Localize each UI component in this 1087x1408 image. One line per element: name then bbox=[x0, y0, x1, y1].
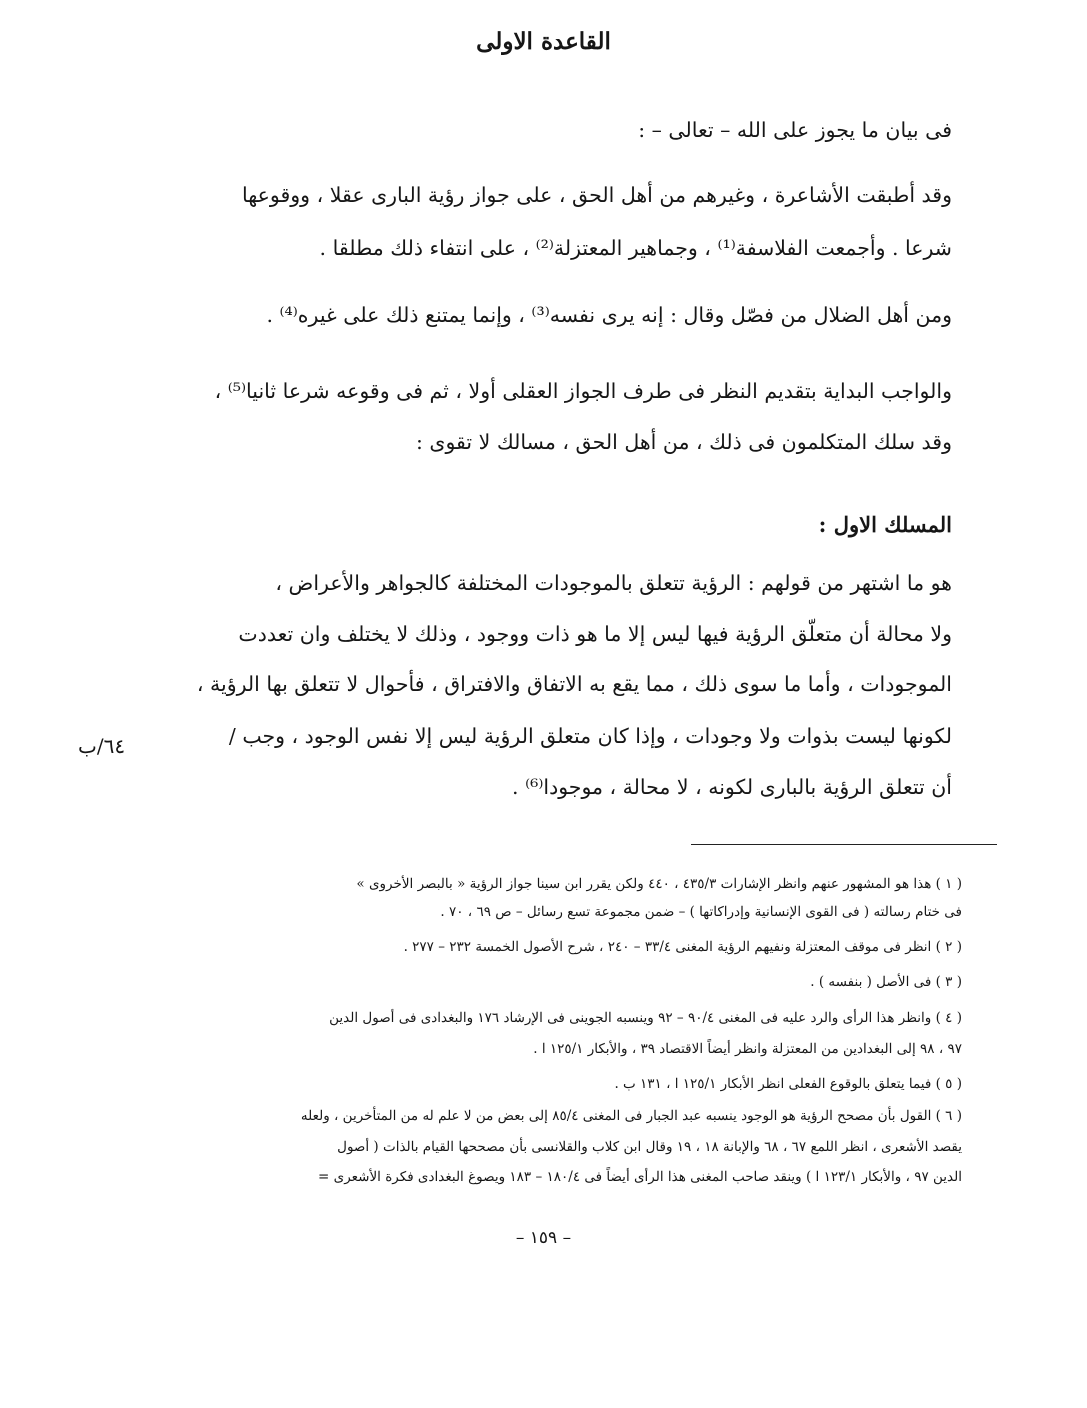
body-line: ومن أهل الضلال من فصّل وقال : إنه يرى نفسه⁽³⁾ ، وإنما يمتنع ذلك على غيره⁽⁴⁾ . bbox=[266, 303, 952, 327]
footnote-line: ( ٣ ) فى الأصل ( بنفسه ) . bbox=[810, 974, 962, 990]
body-line: والواجب البداية بتقديم النظر فى طرف الجواز العقلى أولا ، ثم فى وقوعه شرعا ثانيا⁽⁵⁾ ، bbox=[214, 379, 952, 403]
footnote-line: ( ٢ ) انظر فى موقف المعتزلة ونفيهم الرؤية المغنى ٣٣/٤ – ٢٤٠ ، شرح الأصول الخمسة ٢٣٢ – ٢٧٧ . bbox=[403, 939, 962, 955]
footnote-divider bbox=[691, 844, 997, 845]
footnote-line: ( ١ ) هذا هو المشهور عنهم وانظر الإشارات ٤٣٥/٣ ، ٤٤٠ ولكن يقرر ابن سينا جواز الرؤية « بالبصر الأخروى » bbox=[356, 876, 962, 892]
footnote-line: الدين ٩٧ ، والأبكار ١٢٣/١ ا ) وينقد صاحب المغنى هذا الرأى أيضاً فى ١٨٠/٤ – ١٨٣ ويصوغ البغدادى فكرة الأشعرى = bbox=[318, 1169, 962, 1185]
footnote-line: ( ٤ ) وانظر هذا الرأى والرد عليه فى المغنى ٩٠/٤ – ٩٢ وينسبه الجوينى فى الإرشاد ١٧٦ والبغدادى فى أصول الدين bbox=[329, 1010, 962, 1026]
page-title: القاعدة الاولى bbox=[476, 28, 611, 55]
page-number: – ١٥٩ – bbox=[515, 1228, 572, 1248]
footnote-line: ( ٥ ) فيما يتعلق بالوقوع الفعلى انظر الأبكار ١٢٥/١ ا ، ١٣١ ب . bbox=[614, 1076, 962, 1092]
footnote-line: ( ٦ ) القول بأن مصحح الرؤية هو الوجود ينسبه عبد الجبار فى المغنى ٨٥/٤ إلى بعض من لا علم له من المتأخرين ، ولعله bbox=[300, 1108, 962, 1124]
section-heading: المسلك الاول : bbox=[818, 512, 952, 537]
section-line: الموجودات ، وأما ما سوى ذلك ، مما يقع به الاتفاق والافتراق ، فأحوال لا تتعلق بها الرؤية ، bbox=[196, 672, 952, 696]
section-line: أن تتعلق الرؤية بالبارى لكونه ، لا محالة ، موجودا⁽⁶⁾ . bbox=[512, 775, 952, 799]
intro-line: فى بيان ما يجوز على الله – تعالى – : bbox=[638, 118, 952, 142]
section-line: ولا محالة أن متعلّق الرؤية فيها ليس إلا ما هو ذات ووجود ، وذلك لا يختلف وان تعددت bbox=[238, 622, 952, 646]
section-line: لكونها ليست بذوات ولا وجودات ، وإذا كان متعلق الرؤية ليس إلا نفس الوجود ، وجب / bbox=[228, 724, 952, 748]
body-line: وقد أطبقت الأشاعرة ، وغيرهم من أهل الحق ، على جواز رؤية البارى عقلا ، ووقوعها bbox=[241, 183, 952, 207]
footnote-line: فى ختام رسالته ( فى القوى الإنسانية وإدراكاتها ) – ضمن مجموعة تسع رسائل – ص ٦٩ ، ٧٠ . bbox=[440, 904, 962, 920]
folio-margin-note: ٦٤/ب bbox=[78, 734, 126, 758]
footnote-line: ٩٧ ، ٩٨ إلى البغدادين من المعتزلة وانظر أيضاً الاقتصاد ٣٩ ، والأبكار ١٢٥/١ ا . bbox=[533, 1041, 962, 1057]
body-line: شرعا . وأجمعت الفلاسفة⁽¹⁾ ، وجماهير المعتزلة⁽²⁾ ، على انتفاء ذلك مطلقا . bbox=[319, 236, 952, 260]
footnote-line: يقصد الأشعرى ، انظر اللمع ٦٧ ، ٦٨ والإبانة ١٨ ، ١٩ وقال ابن كلاب والقلانسى بأن مصححها القيام بالذات ( أصول bbox=[337, 1139, 962, 1155]
section-line: هو ما اشتهر من قولهم : الرؤية تتعلق بالموجودات المختلفة كالجواهر والأعراض ، bbox=[275, 571, 952, 595]
body-line: وقد سلك المتكلمون فى ذلك ، من أهل الحق ، مسالك لا تقوى : bbox=[415, 430, 952, 454]
